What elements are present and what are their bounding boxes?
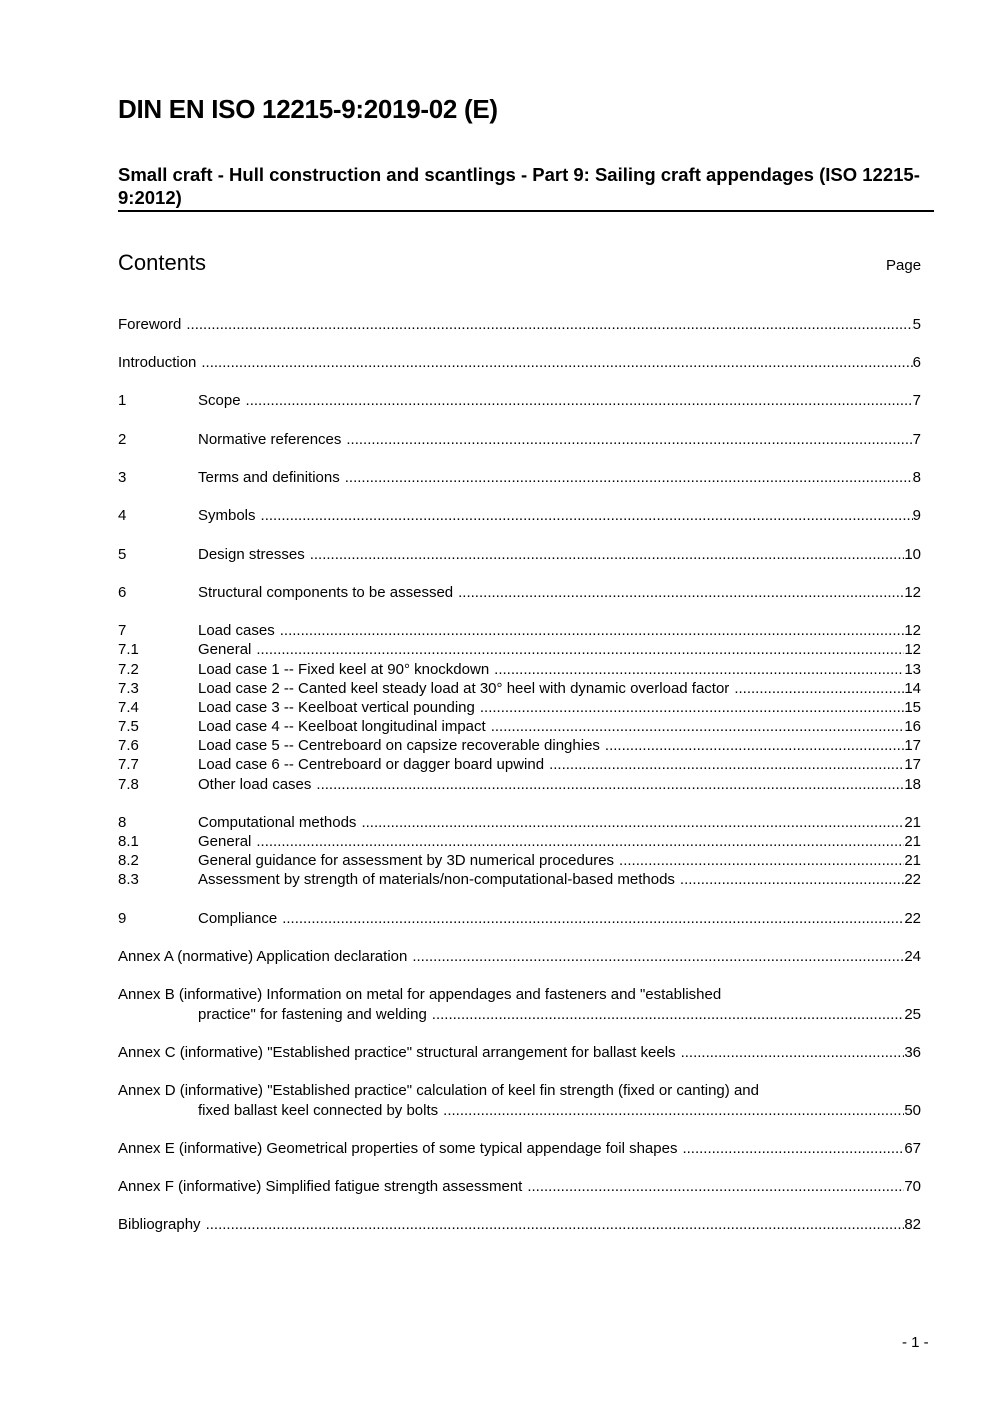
toc-entry-title: Foreword (118, 316, 182, 333)
toc-leader-dots (282, 909, 904, 928)
toc-entry-title-continued: fixed ballast keel connected by bolts (198, 1102, 439, 1119)
toc-entry-page: 8 (912, 469, 921, 486)
toc-entry-number: 6 (118, 584, 127, 601)
toc-entry-page: 21 (904, 833, 921, 850)
toc-entry-number: 9 (118, 910, 127, 927)
toc-entry-page: 12 (904, 641, 921, 658)
toc-entry[interactable] (118, 1215, 921, 1234)
toc-leader-dots (412, 947, 904, 966)
toc-entry[interactable] (118, 1177, 921, 1196)
toc-entry-title: General (198, 833, 252, 850)
toc-entry-title: General (198, 641, 252, 658)
toc-entry[interactable] (118, 430, 921, 449)
toc-entry-title: Terms and definitions (198, 469, 340, 486)
toc-entry-number: 7.6 (118, 737, 139, 754)
toc-entry-number: 2 (118, 431, 127, 448)
toc-entry-page: 12 (904, 584, 921, 601)
toc-entry[interactable] (118, 947, 921, 966)
toc-entry-number: 7.7 (118, 756, 139, 773)
toc-entry-page: 7 (912, 431, 921, 448)
toc-entry-title: Annex C (informative) "Established practice" structural arrangement for ballast keels (118, 1044, 676, 1061)
toc-entry[interactable] (118, 909, 921, 928)
toc-entry[interactable] (118, 1139, 921, 1158)
toc-entry-number: 7.8 (118, 776, 139, 793)
toc-entry-page: 18 (904, 776, 921, 793)
page-column-heading: Page (886, 257, 922, 274)
toc-entry[interactable] (118, 660, 921, 679)
toc-entry-page: 82 (904, 1216, 921, 1233)
toc-entry[interactable] (118, 985, 921, 1004)
toc-entry-page: 21 (904, 852, 921, 869)
toc-leader-dots (310, 545, 905, 564)
toc-leader-dots (280, 621, 905, 640)
toc-entry-title: Load case 5 -- Centreboard on capsize recoverable dinghies (198, 737, 600, 754)
toc-leader-dots (491, 717, 905, 736)
toc-entry[interactable] (118, 583, 921, 602)
toc-entry-number: 7.1 (118, 641, 139, 658)
toc-entry-page: 21 (904, 814, 921, 831)
toc-entry-page: 22 (904, 910, 921, 927)
toc-leader-dots (361, 813, 904, 832)
toc-entry-number: 8.2 (118, 852, 139, 869)
toc-entry[interactable] (118, 353, 921, 372)
toc-entry-title: Annex A (normative) Application declaration (118, 948, 408, 965)
toc-entry[interactable] (118, 640, 921, 659)
toc-entry-page: 17 (904, 756, 921, 773)
toc-leader-dots (261, 506, 913, 525)
toc-entry[interactable] (118, 736, 921, 755)
toc-leader-dots (494, 660, 904, 679)
toc-entry[interactable] (118, 391, 921, 410)
toc-entry-page: 12 (904, 622, 921, 639)
toc-entry-page: 7 (912, 392, 921, 409)
toc-entry[interactable] (118, 698, 921, 717)
toc-entry-number: 7.5 (118, 718, 139, 735)
toc-entry-number: 8 (118, 814, 127, 831)
toc-entry-number: 7.3 (118, 680, 139, 697)
toc-leader-dots (256, 640, 904, 659)
toc-leader-dots (681, 1043, 905, 1062)
toc-entry-number: 7.4 (118, 699, 139, 716)
toc-entry-title: Load case 1 -- Fixed keel at 90° knockdown (198, 661, 490, 678)
toc-entry-title: Annex B (informative) Information on metal for appendages and fasteners and "established (118, 986, 722, 1003)
toc-leader-dots (256, 832, 904, 851)
toc-entry[interactable] (118, 1043, 921, 1062)
toc-entry-page: 24 (904, 948, 921, 965)
header-rule (118, 210, 934, 212)
toc-entry[interactable] (118, 506, 921, 525)
toc-entry-number: 7.2 (118, 661, 139, 678)
toc-entry[interactable] (118, 468, 921, 487)
toc-entry-title: Annex D (informative) "Established practice" calculation of keel fin strength (fixed or canting) and (118, 1082, 759, 1099)
toc-entry-title: Load case 2 -- Canted keel steady load at 30° heel with dynamic overload factor (198, 680, 730, 697)
toc-leader-dots (680, 870, 904, 889)
toc-entry-title: Load case 6 -- Centreboard or dagger board upwind (198, 756, 545, 773)
toc-entry-number: 4 (118, 507, 127, 524)
toc-entry-title: Compliance (198, 910, 278, 927)
toc-entry[interactable] (118, 870, 921, 889)
toc-leader-dots (443, 1101, 904, 1120)
toc-entry-page: 16 (904, 718, 921, 735)
toc-entry-title: Symbols (198, 507, 256, 524)
toc-entry-page: 10 (904, 546, 921, 563)
toc-entry[interactable] (118, 832, 921, 851)
toc-leader-dots (186, 315, 912, 334)
toc-leader-dots (345, 468, 913, 487)
toc-entry[interactable] (118, 621, 921, 640)
toc-leader-dots (734, 679, 904, 698)
toc-entry-continuation[interactable] (118, 1005, 921, 1024)
toc-entry-title: Scope (198, 392, 241, 409)
toc-entry-page: 70 (904, 1178, 921, 1195)
toc-entry-title: Other load cases (198, 776, 312, 793)
toc-entry-page: 36 (904, 1044, 921, 1061)
toc-leader-dots (527, 1177, 904, 1196)
toc-entry-page: 17 (904, 737, 921, 754)
toc-entry-title: General guidance for assessment by 3D numerical procedures (198, 852, 615, 869)
toc-entry-number: 1 (118, 392, 127, 409)
toc-entry[interactable] (118, 775, 921, 794)
toc-entry-page: 9 (912, 507, 921, 524)
toc-leader-dots (619, 851, 904, 870)
contents-heading: Contents (118, 250, 207, 275)
toc-entry[interactable] (118, 755, 921, 774)
toc-leader-dots (458, 583, 904, 602)
toc-entry-title: Normative references (198, 431, 342, 448)
page-number: - 1 - (902, 1334, 929, 1351)
toc-entry-title: Annex E (informative) Geometrical properties of some typical appendage foil shapes (118, 1140, 678, 1157)
toc-entry-title: Load cases (198, 622, 275, 639)
toc-leader-dots (346, 430, 912, 449)
toc-entry-page: 6 (912, 354, 921, 371)
toc-entry[interactable] (118, 1081, 921, 1100)
toc-entry-number: 8.1 (118, 833, 139, 850)
toc-entry[interactable] (118, 813, 921, 832)
toc-entry-page: 67 (904, 1140, 921, 1157)
toc-entry-page: 15 (904, 699, 921, 716)
toc-leader-dots (549, 755, 904, 774)
toc-entry-number: 3 (118, 469, 127, 486)
toc-entry[interactable] (118, 315, 921, 334)
toc-entry-title: Bibliography (118, 1216, 201, 1233)
toc-entry-page: 13 (904, 661, 921, 678)
toc-leader-dots (246, 391, 913, 410)
toc-leader-dots (480, 698, 904, 717)
toc-entry-title: Annex F (informative) Simplified fatigue strength assessment (118, 1178, 523, 1195)
toc-entry[interactable] (118, 679, 921, 698)
toc-entry-title: Load case 4 -- Keelboat longitudinal impact (198, 718, 486, 735)
toc-entry-title-continued: practice" for fastening and welding (198, 1006, 427, 1023)
toc-leader-dots (682, 1139, 904, 1158)
toc-entry-number: 7 (118, 622, 127, 639)
toc-entry[interactable] (118, 717, 921, 736)
toc-entry-title: Structural components to be assessed (198, 584, 454, 601)
toc-entry-page: 50 (904, 1102, 921, 1119)
toc-entry-number: 8.3 (118, 871, 139, 888)
toc-entry-page: 14 (904, 680, 921, 697)
toc-entry[interactable] (118, 545, 921, 564)
document-id: DIN EN ISO 12215-9:2019-02 (E) (118, 94, 498, 124)
toc-leader-dots (605, 736, 904, 755)
toc-entry-title: Introduction (118, 354, 197, 371)
toc-leader-dots (316, 775, 904, 794)
toc-entry-number: 5 (118, 546, 127, 563)
toc-entry[interactable] (118, 851, 921, 870)
toc-entry-title: Assessment by strength of materials/non-computational-based methods (198, 871, 675, 888)
toc-leader-dots (206, 1215, 905, 1234)
toc-entry-page: 5 (912, 316, 921, 333)
toc-entry-continuation[interactable] (118, 1101, 921, 1120)
toc-leader-dots (201, 353, 912, 372)
toc-entry-page: 22 (904, 871, 921, 888)
toc-entry-title: Design stresses (198, 546, 305, 563)
document-subtitle: Small craft - Hull construction and scantlings - Part 9: Sailing craft appendages (ISO 12215-9:2012) (118, 164, 920, 208)
toc-entry-title: Computational methods (198, 814, 357, 831)
toc-leader-dots (432, 1005, 905, 1024)
toc-entry-page: 25 (904, 1006, 921, 1023)
toc-entry-title: Load case 3 -- Keelboat vertical pounding (198, 699, 475, 716)
